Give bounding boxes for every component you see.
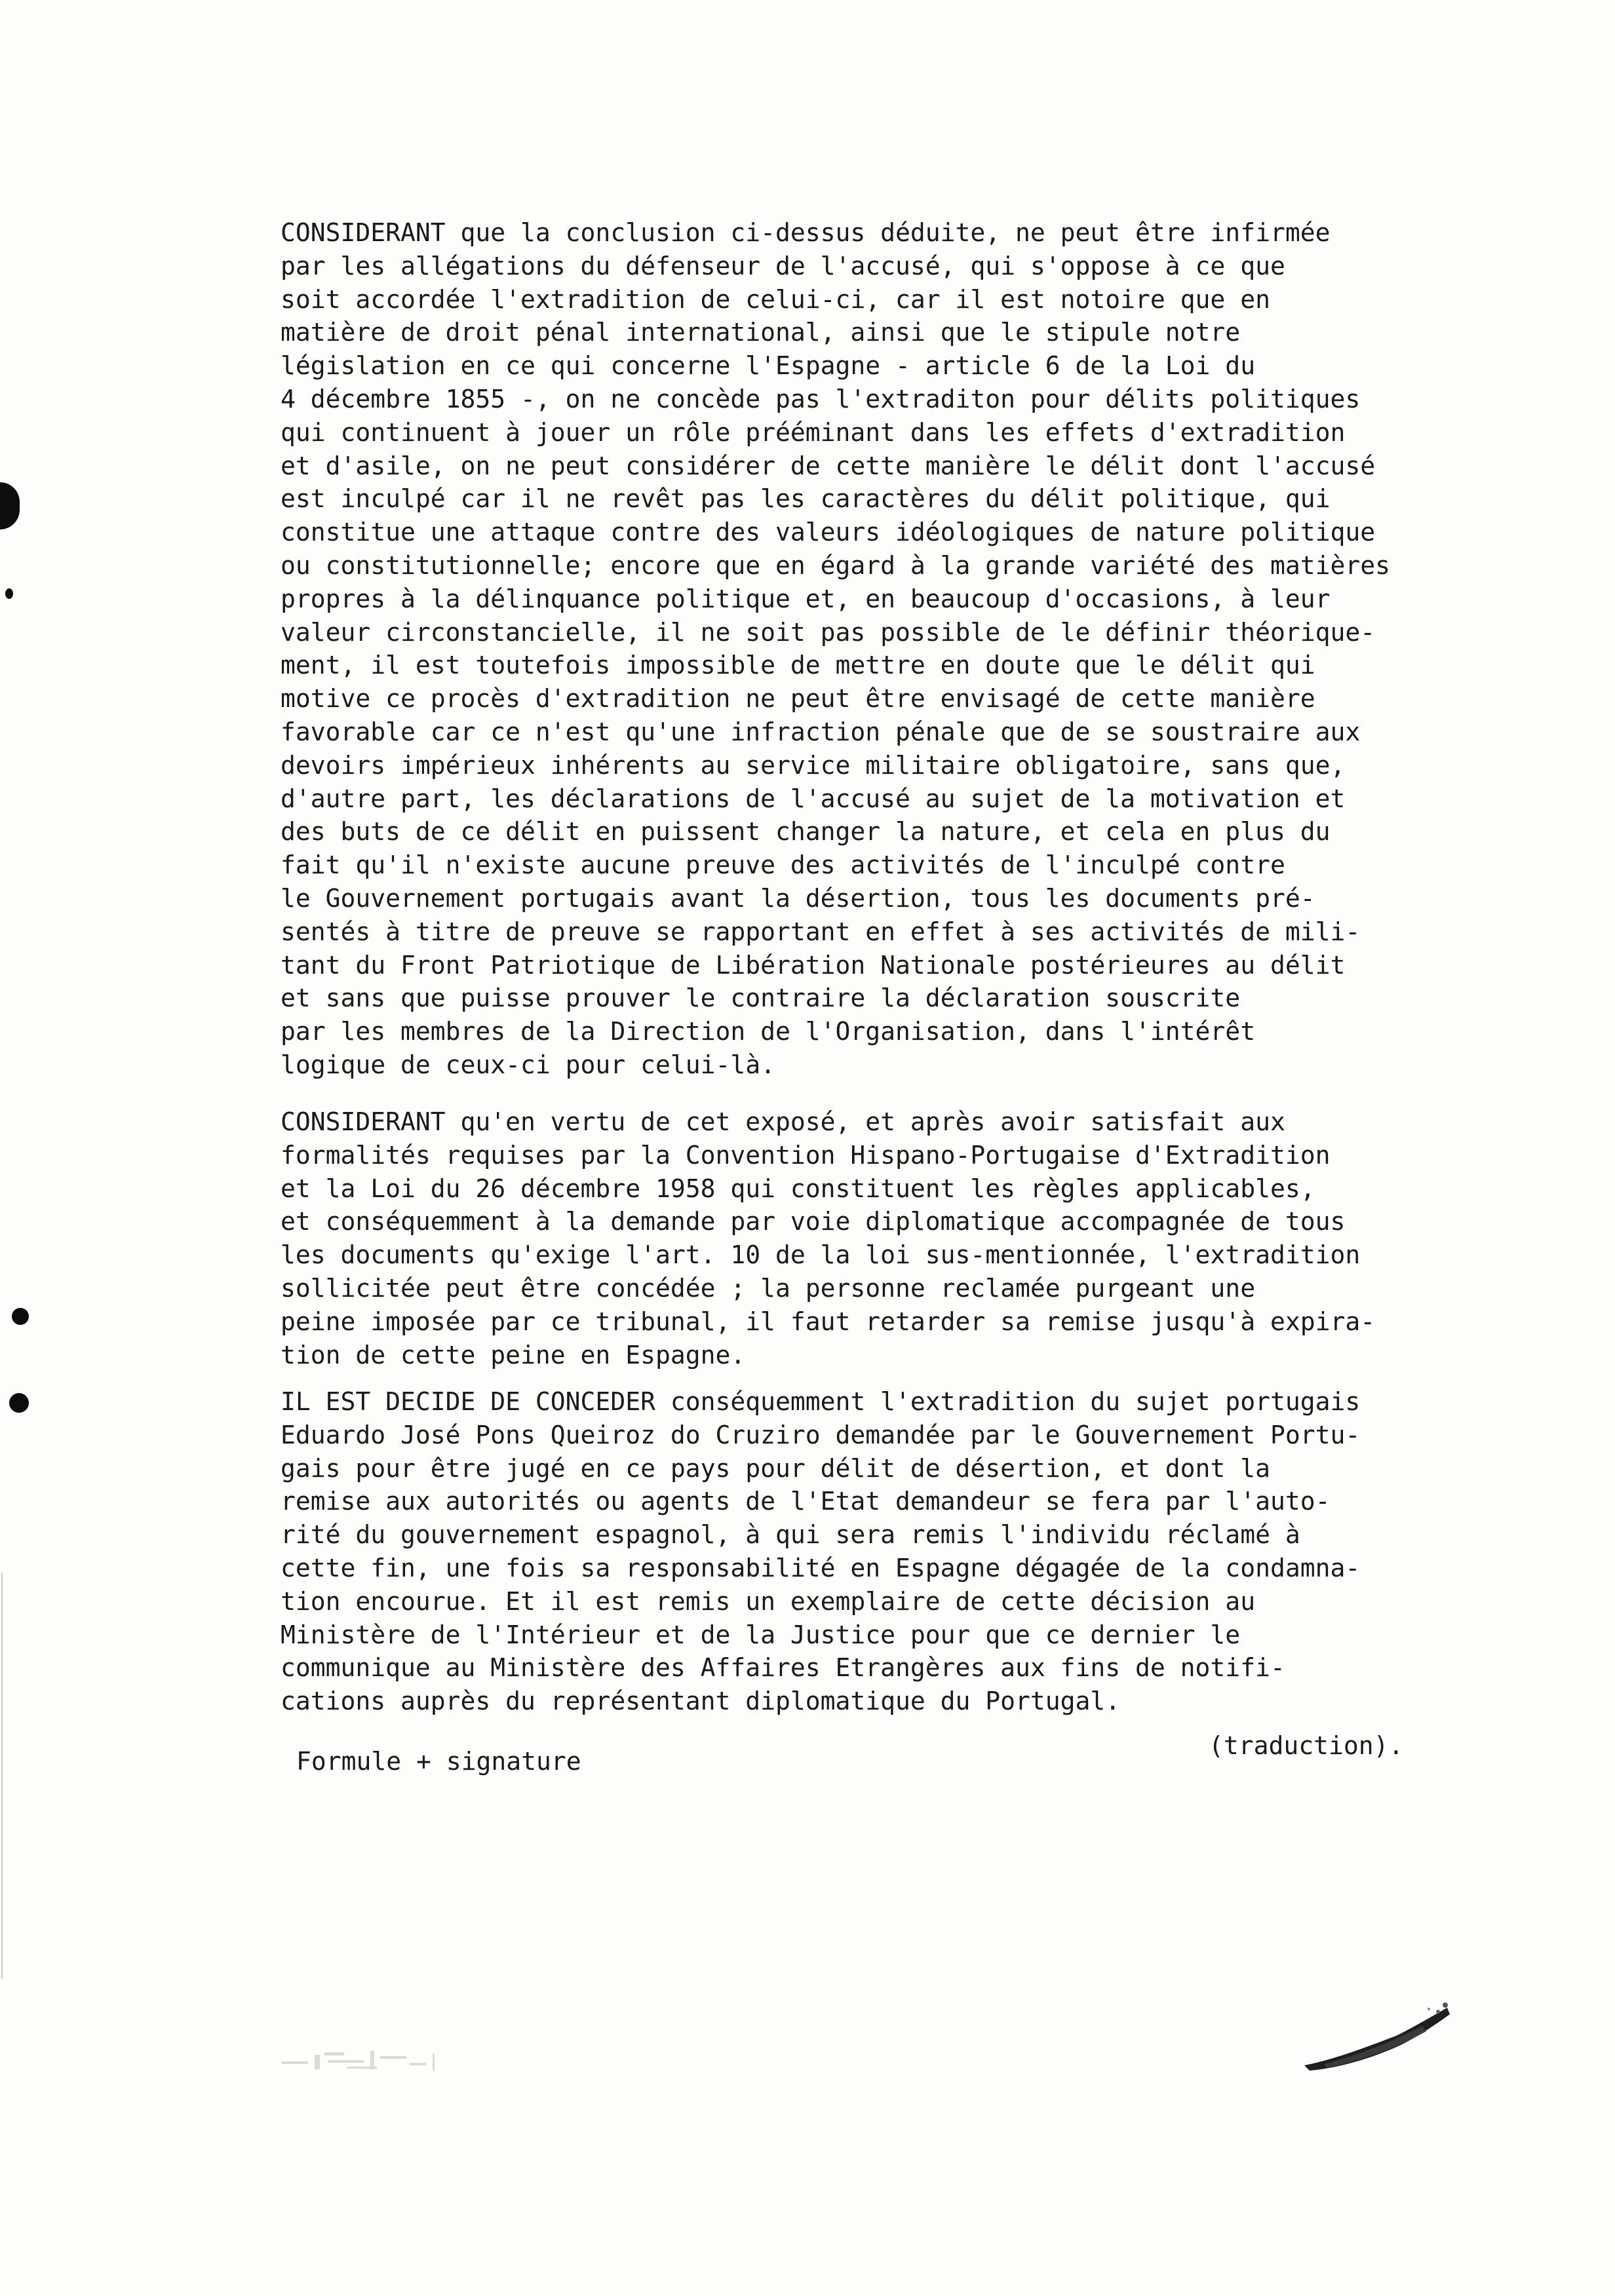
text-line: propres à la délinquance politique et, en beaucoup d'occasions, à leur [281,584,1331,613]
text-line: est inculpé car il ne revêt pas les caractères du délit politique, qui [281,484,1331,514]
text-line: sentés à titre de preuve se rapportant en effet à ses activités de mili- [281,917,1361,946]
text-line: et sans que puisse prouver le contraire la déclaration souscrite [281,984,1241,1013]
text-line: remise aux autorités ou agents de l'Etat demandeur se fera par l'auto- [281,1487,1331,1516]
text-line: communique au Ministère des Affaires Etrangères aux fins de notifi- [281,1653,1285,1683]
ink-smudge-mark [1298,2000,1455,2072]
text-line: sollicitée peut être concédée ; la personne reclamée purgeant une [281,1273,1256,1303]
text-line: gais pour être jugé en ce pays pour délit de désertion, et dont la [281,1453,1270,1483]
text-line: ment, il est toutefois impossible de mettre en doute que le délit qui [281,651,1315,680]
text-line: tant du Front Patriotique de Libération Nationale postérieures au délit [281,950,1346,980]
text-line: rité du gouvernement espagnol, à qui sera remis l'individu réclamé à [281,1520,1300,1550]
punch-hole-mark [5,588,13,599]
text-line: législation en ce qui concerne l'Espagne - article 6 de la Loi du [281,351,1256,381]
text-line: favorable car ce n'est qu'une infraction pénale que de se soustraire aux [281,717,1361,746]
text-line: cette fin, une fois sa responsabilité en Espagne dégagée de la condamna- [281,1553,1361,1582]
text-line: logique de ceux-ci pour celui-là. [281,1050,775,1079]
text-line: par les allégations du défenseur de l'accusé, qui s'oppose à ce que [281,251,1285,280]
faint-stamp-mark [275,2043,472,2076]
text-line: le Gouvernement portugais avant la désertion, tous les documents pré- [281,883,1315,913]
text-line: 4 décembre 1855 -, on ne concède pas l'extraditon pour délits politiques [281,384,1361,413]
text-line: soit accordée l'extradition de celui-ci, car il est notoire que en [281,284,1270,314]
footer-traduction: (traduction). [1209,1731,1404,1760]
text-line: tion encourue. Et il est remis un exemplaire de cette décision au [281,1586,1256,1616]
text-line: et conséquemment à la demande par voie diplomatique accompagnée de tous [281,1207,1346,1236]
text-line: Eduardo José Pons Queiroz do Cruziro demandée par le Gouvernement Portu- [281,1420,1361,1449]
text-line: CONSIDERANT que la conclusion ci-dessus déduite, ne peut être infirmée [281,218,1331,247]
punch-hole-mark [9,1393,29,1413]
punch-hole-mark [0,482,20,529]
text-line: peine imposée par ce tribunal, il faut retarder sa remise jusqu'à expira- [281,1307,1376,1336]
text-line: motive ce procès d'extradition ne peut être envisagé de cette manière [281,684,1315,714]
text-line: et d'asile, on ne peut considérer de cette manière le délit dont l'accusé [281,451,1376,480]
text-line: devoirs impérieux inhérents au service militaire obligatoire, sans que, [281,750,1346,780]
text-line: fait qu'il n'existe aucune preuve des activités de l'inculpé contre [281,851,1285,880]
text-line: IL EST DECIDE DE CONCEDER conséquemment l'extradition du sujet portugais [281,1387,1361,1416]
paragraph-considerant-1 [281,216,1526,1082]
text-line: ou constitutionnelle; encore que en égard à la grande variété des matières [281,550,1390,580]
text-line: CONSIDERANT qu'en vertu de cet exposé, et après avoir satisfait aux [281,1107,1285,1136]
text-line: constitue une attaque contre des valeurs idéologiques de nature politique [281,518,1376,547]
text-line: d'autre part, les déclarations de l'accusé au sujet de la motivation et [281,784,1346,813]
scan-edge-line [1,1573,3,1979]
text-line: matière de droit pénal international, ainsi que le stipule notre [281,318,1241,347]
paragraph-considerant-2 [281,1105,1526,1371]
footer-formule-signature: Formule + signature [296,1747,581,1776]
text-line: les documents qu'exige l'art. 10 de la loi sus-mentionnée, l'extradition [281,1240,1361,1270]
text-line: tion de cette peine en Espagne. [281,1340,746,1369]
text-line: cations auprès du représentant diplomatique du Portugal. [281,1687,1121,1716]
paragraph-decision [281,1385,1526,1718]
text-line: valeur circonstancielle, il ne soit pas possible de le définir théorique- [281,617,1376,647]
text-line: formalités requises par la Convention Hispano-Portugaise d'Extradition [281,1140,1331,1170]
punch-hole-mark [12,1308,29,1325]
text-line: et la Loi du 26 décembre 1958 qui constituent les règles applicables, [281,1174,1315,1203]
text-line: des buts de ce délit en puissent changer la nature, et cela en plus du [281,817,1331,847]
text-line: Ministère de l'Intérieur et de la Justice pour que ce dernier le [281,1620,1241,1649]
text-line: par les membres de la Direction de l'Organisation, dans l'intérêt [281,1017,1256,1046]
text-line: qui continuent à jouer un rôle prééminant dans les effets d'extradition [281,417,1346,447]
